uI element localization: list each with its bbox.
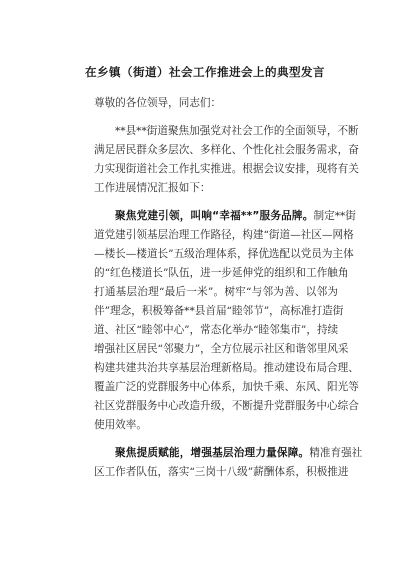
paragraph-2-line-6: 伴”理念，积极筹备**县首届“睦邻节”，高标准打造街 <box>94 305 344 317</box>
paragraph-2-line-5: 打通基层治理“最后一米”。树牢“与邻为善、以邻为 <box>94 286 338 298</box>
paragraph-2-line-7: 道、社区“睦邻中心”，常态化举办“睦邻集市”，持续 <box>94 324 339 336</box>
paragraph-1-line-4: 工作进展情况汇报如下： <box>94 182 211 194</box>
paragraph-2-line-12: 使用效率。 <box>94 419 147 431</box>
paragraph-2-first-line-rest: 制定**街 <box>313 210 356 222</box>
paragraph-2-line-9: 构建共建共治共享基层治理新格局。推动建设布局合理、 <box>94 362 359 374</box>
paragraph-2-heading: 聚焦党建引领，叫响“幸福**”服务品牌。 <box>115 210 314 222</box>
document-title: 在乡镇（街道）社会工作推进会上的典型发言 <box>85 65 325 79</box>
paragraph-3-line-1 <box>94 444 363 463</box>
paragraph-3-line-2: 区工作者队伍，落实“三岗十八级”薪酬体系，积极推进 <box>94 466 349 478</box>
salutation: 尊敬的各位领导，同志们： <box>94 97 222 109</box>
paragraph-2-line-11: 社区党群服务中心改造升级，不断提升党群服务中心综合 <box>94 400 359 412</box>
paragraph-1-line-1: **县**街道聚焦加强党对社会工作的全面领导，不断 <box>115 125 359 137</box>
paragraph-1-line-2: 满足居民群众多层次、多样化、个性化社会服务需求，奋 <box>94 144 359 156</box>
paragraph-2-line-2: 道党建引领基层治理工作路径，构建“街道—社区—网格 <box>94 229 354 241</box>
paragraph-2-line-4: 的“红色楼道长”队伍，进一步延伸党的组织和工作触角 <box>94 267 349 279</box>
paragraph-3-heading: 聚焦提质赋能，增强基层治理力量保障。 <box>115 447 310 459</box>
paragraph-2-line-8: 增强社区居民“邻聚力”，全方位展示社区和谐邻里风采 <box>94 343 349 355</box>
paragraph-3-first-line-rest: 精准育强社 <box>309 447 363 459</box>
paragraph-2-line-10: 覆盖广泛的党群服务中心体系，加快千乘、东风、阳光等 <box>94 381 359 393</box>
paragraph-2-line-1 <box>94 207 356 226</box>
paragraph-1-line-3: 力实现街道社会工作扎实推进。根据会议安排，现将有关 <box>94 163 359 175</box>
paragraph-2-line-3: —楼长—楼道长”五级治理体系，择优选配以党员为主体 <box>94 248 354 260</box>
document-body <box>94 94 363 482</box>
